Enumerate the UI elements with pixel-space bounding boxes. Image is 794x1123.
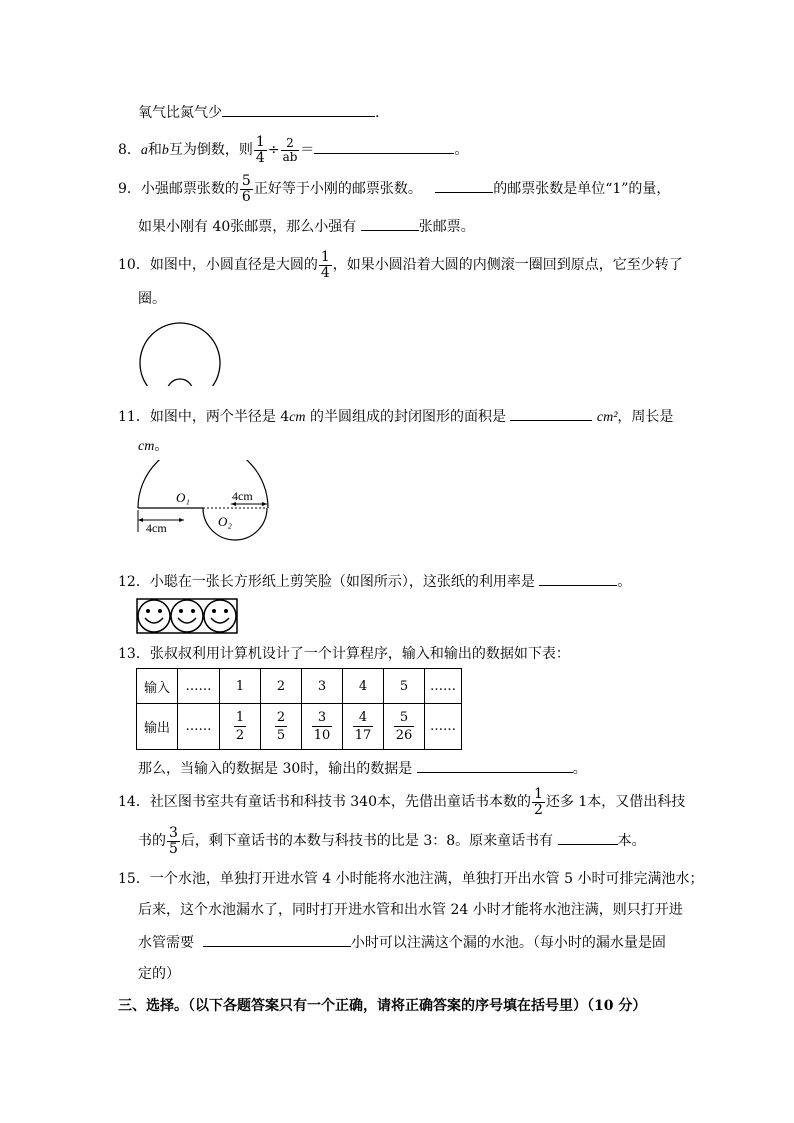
- q8-end: 。: [454, 142, 469, 158]
- q9-number: 9．: [118, 181, 141, 197]
- q15-text-5: 定的）: [138, 966, 180, 982]
- q15-line-3: [138, 932, 666, 953]
- q14-blank[interactable]: [558, 830, 618, 845]
- q11-number: 11．: [118, 409, 150, 425]
- label-o1: O₁: [176, 490, 190, 505]
- table-row-output: [137, 704, 462, 750]
- q8-equals: ＝: [300, 142, 315, 158]
- q15-text-1: 一个水池，单独打开进水管 4 小时能将水池注满，单独打开出水管 5 小时可排完满池水；: [149, 871, 704, 887]
- q14-number: 14．: [118, 794, 150, 810]
- q10-text-3: 圈。: [138, 291, 166, 307]
- cell-output: $\frac{3}{10}$: [302, 704, 343, 750]
- q10-circle-figure: [135, 320, 235, 390]
- row-label-output: 输出: [137, 704, 178, 750]
- q9-blank-2[interactable]: [361, 216, 419, 231]
- q8-fraction-2: $\frac{2}{ab}$: [282, 135, 298, 164]
- q15-line-4: [138, 964, 180, 984]
- q15-text-4: 小时可以注满这个漏的水池。（每小时的漏水量是固: [350, 935, 666, 951]
- q8-line: [118, 133, 468, 168]
- q14-text-2: 还多 1本，又借出科技: [545, 794, 686, 810]
- cell-input: 3: [302, 669, 343, 704]
- q12-line: [118, 571, 631, 592]
- smiley-face-1: [138, 600, 170, 632]
- q11-unit: cm: [289, 410, 306, 425]
- smiley-face-2: [171, 600, 203, 632]
- q10-text-1: 如图中，小圆直径是大圆的: [149, 257, 318, 273]
- lower-semicircle: [203, 508, 267, 540]
- label-4cm-bottom: 4cm: [146, 521, 167, 535]
- q11-line-2: [138, 436, 168, 457]
- q14-fraction-2: $\frac{3}{5}$: [169, 824, 178, 857]
- q13-blank[interactable]: [417, 758, 573, 773]
- q13-line: [118, 644, 570, 664]
- q13-followup: 那么，当输入的数据是 30时，输出的数据是: [138, 761, 413, 777]
- q15-line-2: [138, 900, 683, 920]
- q14-text-5: 本。: [617, 833, 646, 849]
- q11-text-1: 如图中，两个半径是: [149, 409, 276, 425]
- q10-fraction: $\frac{1}{4}$: [320, 248, 330, 281]
- q8-number: 8．: [118, 142, 141, 158]
- label-4cm-top: 4cm: [232, 489, 253, 503]
- q15-line-1: [118, 869, 703, 889]
- q13-followup-line: [138, 758, 587, 779]
- cell-output: $\frac{5}{26}$: [384, 704, 425, 750]
- q11-end: 。: [154, 438, 169, 454]
- q15-text-2: 后来，这个水池漏水了，同时打开进水管和出水管 24 小时才能将水池注满，则只打开进: [138, 902, 683, 918]
- q9-text-4: 如果小刚有 40张邮票，那么小强有: [138, 219, 357, 235]
- q14-text-4: 后，剩下童话书的本数与科技书的比是 3：8。原来童话书有: [180, 833, 554, 849]
- q9-line-1: [118, 172, 670, 206]
- q13-number: 13．: [118, 646, 150, 662]
- q11-line-1: [118, 406, 673, 428]
- cell-output: $\frac{4}{17}$: [343, 704, 384, 750]
- q7-text: 氧气比氮气少: [138, 105, 222, 121]
- q11-area-unit: cm²: [596, 410, 618, 425]
- q8-divide: ÷: [267, 142, 280, 158]
- q13-end: 。: [572, 761, 587, 777]
- q9-text-2: 正好等于小刚的邮票张数。: [253, 181, 422, 197]
- q10-text-2: ，如果小圆沿着大圆的内侧滚一圈回到原点，它至少转了: [332, 257, 683, 273]
- section-3-heading: 三、选择。（以下各题答案只有一个正确，请将正确答案的序号填在括号里）（10 分）: [118, 998, 647, 1014]
- q14-text-1: 社区图书室共有童话书和科技书 340本，先借出童话书本数的: [149, 794, 531, 810]
- q11-radius: 4: [280, 409, 290, 425]
- q10-number: 10．: [118, 257, 150, 273]
- label-o2: O₂: [218, 514, 232, 529]
- q12-number: 12．: [118, 574, 150, 590]
- q10-line-2: [138, 289, 166, 309]
- q15-blank[interactable]: [203, 932, 351, 947]
- q14-fraction-1: $\frac{1}{2}$: [534, 785, 543, 818]
- q8-fraction-1: $\frac{1}{4}$: [255, 133, 265, 166]
- table-row-input: [137, 669, 462, 704]
- q9-text-3: 的邮票张数是单位“1”的量，: [493, 181, 671, 197]
- q9-line-2: [138, 216, 475, 237]
- cell-input: 2: [261, 669, 302, 704]
- q7-blank[interactable]: [222, 102, 375, 117]
- q9-fraction: $\frac{5}{6}$: [241, 172, 251, 205]
- q14-text-3: 书的: [138, 833, 166, 849]
- q8-and: 和: [147, 142, 162, 158]
- q7-line: 氧气比氮气少 .: [138, 102, 379, 123]
- q12-text: 小聪在一张长方形纸上剪笑脸（如图所示），这张纸的利用率是: [149, 574, 535, 590]
- cell-ellipsis: ……: [178, 704, 220, 750]
- q8-var-b: b: [161, 143, 169, 158]
- q11-semicircles-figure: [134, 460, 274, 560]
- q8-var-a: a: [140, 143, 148, 158]
- cell-output: $\frac{2}{5}$: [261, 704, 302, 750]
- q9-blank-1[interactable]: [435, 178, 493, 193]
- big-circle: [140, 323, 220, 390]
- q8-blank[interactable]: [314, 139, 454, 154]
- q10-line-1: [118, 248, 683, 282]
- q13-table: [136, 668, 462, 750]
- q9-text-5: 张邮票。: [418, 219, 475, 235]
- cell-ellipsis: ……: [178, 669, 220, 704]
- cell-input: 4: [343, 669, 384, 704]
- q9-text-1: 小强邮票张数的: [140, 181, 239, 197]
- q8-text: 互为倒数，则: [168, 142, 253, 158]
- q11-text-3: ，周长是: [617, 409, 674, 425]
- q13-text: 张叔叔利用计算机设计了一个计算程序，输入和输出的数据如下表：: [149, 646, 570, 662]
- cell-input: 1: [220, 669, 261, 704]
- row-label-input: 输入: [137, 669, 178, 704]
- q14-line-2: [138, 824, 646, 858]
- q11-unit-2: cm: [138, 439, 155, 454]
- q15-number: 15．: [118, 871, 150, 887]
- cell-ellipsis: ……: [425, 704, 462, 750]
- q12-blank[interactable]: [539, 571, 617, 586]
- q11-text-2: 的半圆组成的封闭图形的面积是: [309, 409, 506, 425]
- q12-end: 。: [617, 574, 632, 590]
- cell-input: 5: [384, 669, 425, 704]
- cell-output: $\frac{1}{2}$: [220, 704, 261, 750]
- q11-blank[interactable]: [510, 406, 592, 421]
- cell-ellipsis: ……: [425, 669, 462, 704]
- q15-text-3: 水管需要: [138, 935, 194, 951]
- smiley-face-3: [204, 600, 236, 632]
- q14-line-1: [118, 785, 685, 819]
- q12-smiley-figure: [136, 598, 240, 636]
